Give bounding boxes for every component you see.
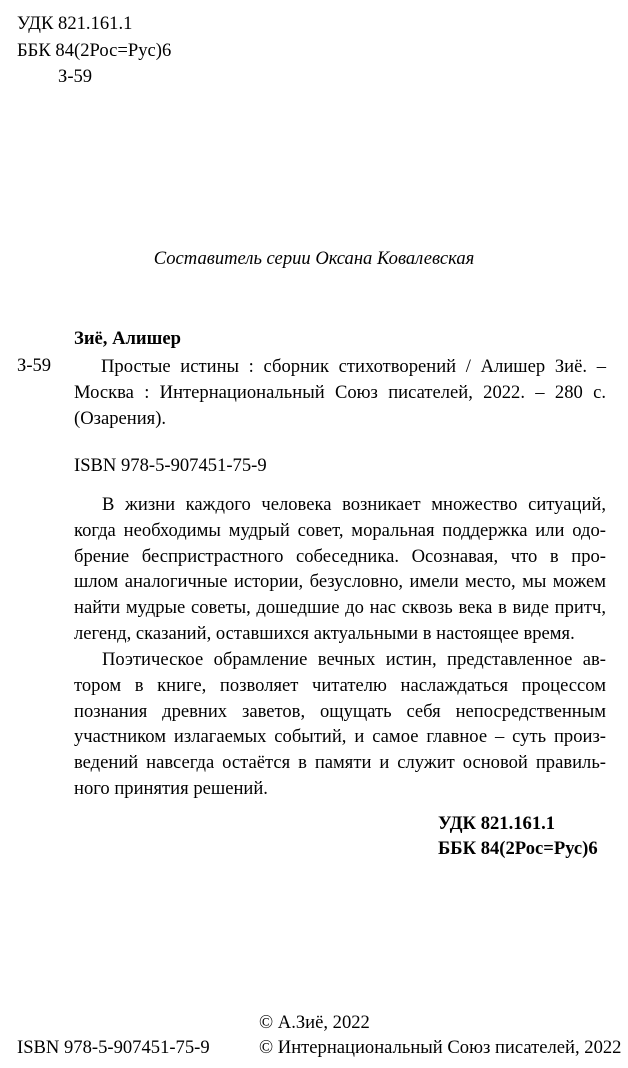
catalog-description-line: (Озарения).	[74, 407, 167, 429]
annotation-line: В жизни каждого человека возникает множество ситуаций,	[102, 494, 606, 515]
annotation-line: брение беспристрастного собеседника. Осознавая, что в про-	[74, 545, 606, 567]
annotation-line: найти мудрые советы, дошедшие до нас сквозь века в виде притч,	[74, 597, 606, 619]
annotation-line: тором в книге, позволяет читателю наслаждаться процессом	[74, 674, 606, 696]
catalog-isbn: ISBN 978-5-907451-75-9	[74, 455, 267, 476]
copyright-author: © А.Зиё, 2022	[259, 1012, 370, 1033]
annotation-line: ного принятия решений.	[74, 777, 268, 799]
catalog-description-line: Простые истины : сборник стихотворений / Алишер Зиё. –	[101, 356, 606, 377]
annotation-line: легенд, сказаний, оставшихся актуальными в настоящее время.	[74, 622, 575, 644]
annotation-paragraph-1	[74, 492, 606, 647]
classification-udk: УДК 821.161.1	[438, 813, 556, 834]
catalog-description	[74, 354, 606, 431]
header-bbk: ББК 84(2Рос=Рус)6	[17, 40, 172, 61]
series-editor: Составитель серии Оксана Ковалевская	[153, 248, 475, 269]
annotation-line: когда необходимы мудрый совет, моральная поддержка или одо-	[74, 519, 606, 541]
annotation-line: ведений навсегда остаётся в памяти и служит основой правиль-	[74, 752, 606, 774]
header-udk: УДК 821.161.1	[17, 13, 133, 34]
annotation-line: участником излагаемых событий, и самое главное – суть произ-	[74, 726, 606, 748]
annotation-line: Поэтическое обрамление вечных истин, представленное ав-	[102, 649, 606, 670]
catalog-mark: З-59	[17, 355, 52, 376]
catalog-author: Зиё, Алишер	[74, 328, 181, 349]
copyright-publisher: © Интернациональный Союз писателей, 2022	[259, 1037, 622, 1058]
annotation-line: познания древних заветов, ощущать себя непосредственным	[74, 700, 606, 722]
classification-bbk: ББК 84(2Рос=Рус)6	[438, 838, 598, 859]
catalog-description-line: Москва : Интернациональный Союз писателей, 2022. – 280 с.	[74, 381, 606, 403]
annotation-paragraph-2	[74, 647, 606, 802]
footer-isbn: ISBN 978-5-907451-75-9	[17, 1037, 210, 1058]
header-author-mark: З-59	[58, 66, 93, 87]
annotation-line: шлом аналогичные истории, безусловно, имели место, мы можем	[74, 571, 606, 593]
